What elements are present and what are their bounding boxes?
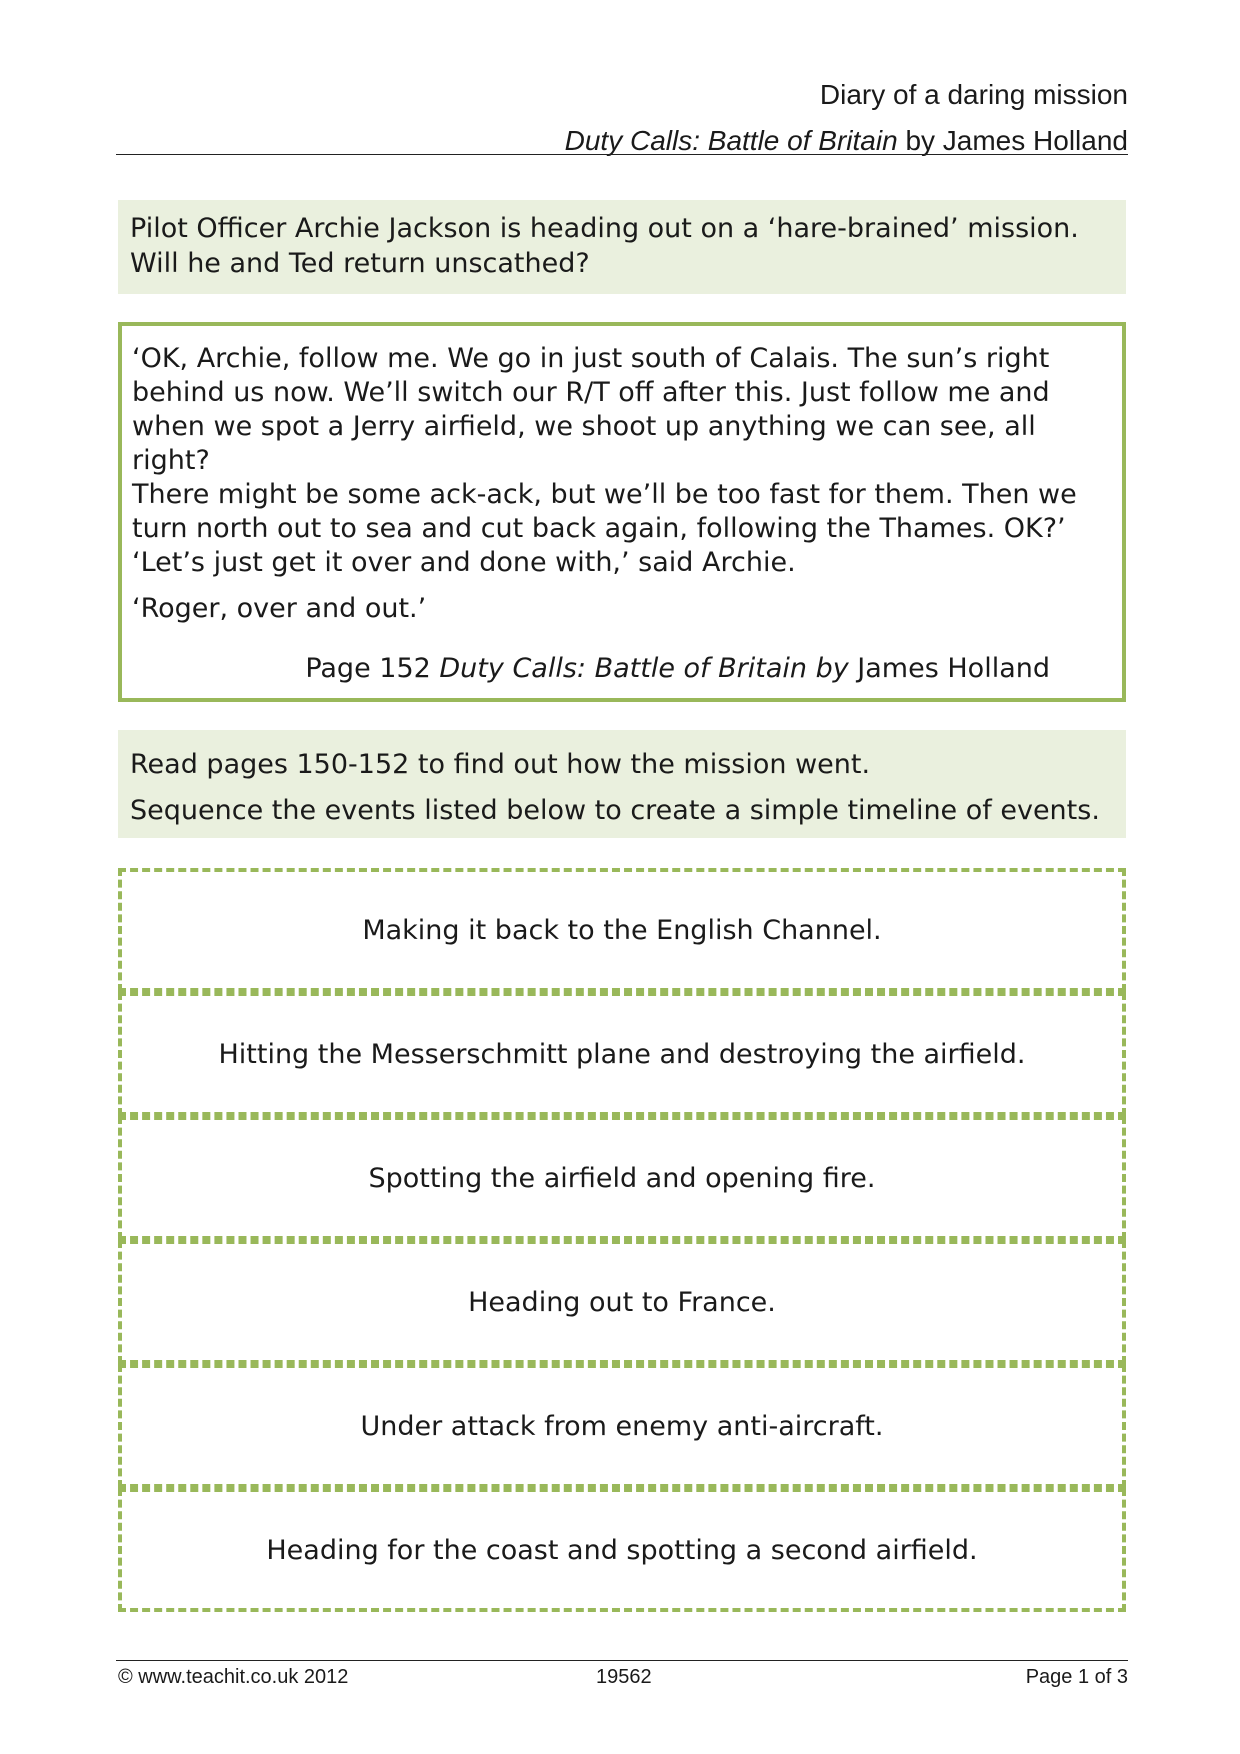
event-card[interactable] (118, 1116, 1126, 1240)
citation-title: Duty Calls: Battle of Britain by (439, 653, 849, 684)
event-cards (118, 868, 1126, 1613)
intro-line: Will he and Ted return unscathed? (130, 248, 590, 279)
quote-line: ‘Let’s just get it over and done with,’ said Archie. (132, 547, 796, 578)
book-title: Duty Calls: Battle of Britain (564, 125, 898, 156)
task-line: Sequence the events listed below to create a simple timeline of events. (130, 795, 1100, 826)
footer-code: 19562 (596, 1666, 652, 1688)
event-text: Hitting the Messerschmitt plane and destroying the airfield. (218, 1038, 1026, 1070)
task-line: Read pages 150-152 to find out how the mission went. (130, 749, 871, 780)
intro-panel (118, 200, 1126, 294)
event-text: Spotting the airfield and opening fire. (368, 1162, 876, 1194)
event-card[interactable] (118, 1240, 1126, 1364)
event-card[interactable] (118, 868, 1126, 992)
page-header (565, 72, 1128, 164)
quote-line: There might be some ack-ack, but we’ll be too fast for them. Then we (132, 479, 1077, 510)
quote-line: turn north out to sea and cut back again, following the Thames. OK?’ (132, 513, 1066, 544)
header-divider (116, 154, 1128, 155)
quote-line: when we spot a Jerry airfield, we shoot up anything we can see, all right? (132, 411, 1036, 476)
event-text: Heading out to France. (468, 1286, 776, 1318)
event-text: Making it back to the English Channel. (362, 914, 882, 946)
event-text: Heading for the coast and spotting a second airfield. (266, 1534, 978, 1566)
book-reference (565, 118, 1128, 164)
quote-line: ‘OK, Archie, follow me. We go in just south of Calais. The sun’s right (132, 343, 1050, 374)
footer-divider (116, 1660, 1128, 1661)
task-panel (118, 730, 1126, 838)
footer-page-number: Page 1 of 3 (1025, 1666, 1128, 1688)
quote-line: behind us now. We’ll switch our R/T off after this. Just follow me and (132, 377, 1050, 408)
event-text: Under attack from enemy anti-aircraft. (360, 1410, 884, 1442)
citation-page: Page 152 (305, 653, 431, 684)
event-card[interactable] (118, 1488, 1126, 1612)
quote-panel (118, 322, 1126, 702)
citation-author: James Holland (857, 653, 1050, 684)
footer-copyright: © www.teachit.co.uk 2012 (118, 1666, 349, 1688)
event-card[interactable] (118, 1364, 1126, 1488)
book-author: by James Holland (905, 125, 1128, 156)
event-card[interactable] (118, 992, 1126, 1116)
quote-citation (305, 652, 1050, 686)
worksheet-title: Diary of a daring mission (819, 79, 1128, 110)
intro-line: Pilot Officer Archie Jackson is heading out on a ‘hare-brained’ mission. (130, 213, 1079, 244)
quote-closing: ‘Roger, over and out.’ (132, 593, 427, 624)
